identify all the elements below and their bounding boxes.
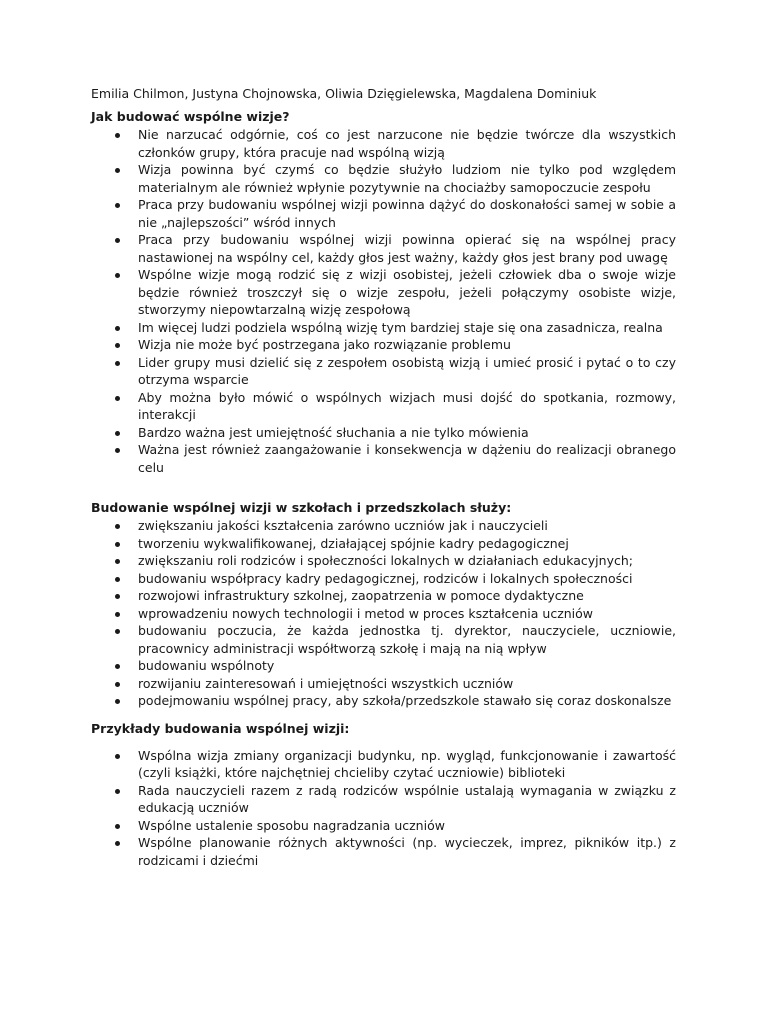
list-item <box>91 441 676 476</box>
list-item-text: podejmowaniu wspólnej pracy, aby szkoła/przedszkole stawało się coraz doskonalsze <box>138 693 672 708</box>
list-item <box>91 336 676 354</box>
section-spacer <box>91 476 676 499</box>
list-item-text: budowaniu współpracy kadry pedagogicznej, rodziców i lokalnych społeczności <box>138 570 633 586</box>
section-spacer <box>91 738 676 747</box>
authors-line: Emilia Chilmon, Justyna Chojnowska, Oliwia Dzięgielewska, Magdalena Dominiuk <box>91 86 597 101</box>
list-item <box>91 389 676 424</box>
list-item <box>91 319 676 337</box>
list-item <box>91 657 676 675</box>
bullet-icon <box>115 448 120 453</box>
bullet-icon <box>115 238 120 243</box>
list-item-text: zwiększaniu roli rodziców i społeczności lokalnych w działaniach edukacyjnych; <box>138 553 633 568</box>
list-item-text: Praca przy budowaniu wspólnej wizji powinna dążyć do doskonałości samej w sobie a nie „najlepszości” wśród innych <box>138 197 676 230</box>
list-item <box>91 535 676 553</box>
list-item-text: rozwojowi infrastruktury szkolnej, zaopatrzenia w pomoce dydaktyczne <box>138 588 584 603</box>
bullet-icon <box>115 629 120 634</box>
list-item-text: wprowadzeniu nowych technologii i metod w proces kształcenia uczniów <box>138 605 594 621</box>
bullet-icon <box>115 754 120 759</box>
list-item-text: Praca przy budowaniu wspólnej wizji powinna opierać się na wspólnej pracy nastawionej na wspólny cel, każdy głos jest ważny, każdy głos jest brany pod uwagę <box>138 232 676 265</box>
bullet-icon <box>115 343 120 348</box>
list-item <box>91 266 676 319</box>
bullet-icon <box>115 841 120 846</box>
list-item-text: Rada nauczycieli razem z radą rodziców wspólnie ustalają wymagania w związku z edukacją uczniów <box>138 782 676 815</box>
list-item <box>91 675 676 693</box>
list-item-text: Wspólna wizja zmiany organizacji budynku, np. wygląd, funkcjonowanie i zawartość (czyli książki, które najchętniej chcieliby czytać uczniowie) biblioteki <box>138 747 676 780</box>
list-schools-purpose <box>91 517 676 710</box>
list-item <box>91 517 676 535</box>
list-item <box>91 161 676 196</box>
bullet-icon <box>115 273 120 278</box>
list-item <box>91 834 676 869</box>
bullet-icon <box>115 431 120 436</box>
section-spacer <box>91 710 676 720</box>
bullet-icon <box>115 326 120 331</box>
list-item <box>91 570 676 588</box>
bullet-icon <box>115 203 120 208</box>
bullet-icon <box>115 682 120 687</box>
list-item-text: Aby można było mówić o wspólnych wizjach musi dojść do spotkania, rozmowy, interakcji <box>138 389 676 422</box>
list-item-text: tworzeniu wykwalifikowanej, działającej spójnie kadry pedagogicznej <box>138 535 569 551</box>
list-item <box>91 782 676 817</box>
bullet-icon <box>115 168 120 173</box>
bullet-icon <box>115 133 120 138</box>
list-item-text: Im więcej ludzi podziela wspólną wizję tym bardziej staje się ona zasadnicza, realna <box>138 319 663 335</box>
list-item <box>91 605 676 623</box>
list-item-text: rozwijaniu zainteresowań i umiejętności wszystkich uczniów <box>138 675 514 691</box>
list-item <box>91 354 676 389</box>
list-item <box>91 552 676 570</box>
list-item <box>91 231 676 266</box>
list-item-text: Lider grupy musi dzielić się z zespołem osobistą wizją i umieć prosić i pytać o to czy otrzyma wsparcie <box>138 354 676 387</box>
list-examples <box>91 747 676 870</box>
list-item <box>91 622 676 657</box>
bullet-icon <box>115 396 120 401</box>
list-item-text: Wspólne ustalenie sposobu nagradzania uczniów <box>138 817 445 833</box>
bullet-icon <box>115 542 120 547</box>
list-item-text: zwiększaniu jakości kształcenia zarówno uczniów jak i nauczycieli <box>138 518 548 533</box>
list-item-text: Nie narzucać odgórnie, coś co jest narzucone nie będzie twórcze dla wszystkich członków grupy, która pracuje nad wspólną wizją <box>138 127 676 160</box>
list-item-text: budowaniu poczucia, że każda jednostka tj. dyrektor, nauczyciele, uczniowie, pracownicy administracji współtworzą szkołę i mają na nią wpływ <box>138 623 676 656</box>
list-item <box>91 196 676 231</box>
bullet-icon <box>115 524 120 529</box>
list-item-text: Wizja powinna być czymś co będzie służyło ludziom nie tylko pod względem materialnym ale również wpłynie pozytywnie na chociażby samopoczucie zespołu <box>138 162 676 195</box>
bullet-icon <box>115 559 120 564</box>
list-item <box>91 587 676 605</box>
list-item <box>91 747 676 782</box>
list-item <box>91 126 676 161</box>
list-item <box>91 692 676 710</box>
bullet-icon <box>115 824 120 829</box>
bullet-icon <box>115 577 120 582</box>
list-building-visions <box>91 126 676 476</box>
document-body <box>91 85 676 869</box>
bullet-icon <box>115 594 120 599</box>
bullet-icon <box>115 699 120 704</box>
list-item-text: Ważna jest również zaangażowanie i konsekwencja w dążeniu do realizacji obranego celu <box>138 442 676 475</box>
bullet-icon <box>115 664 120 669</box>
section-heading-examples: Przykłady budowania wspólnej wizji: <box>91 720 350 736</box>
bullet-icon <box>115 789 120 794</box>
section-heading-building-visions: Jak budować wspólne wizje? <box>91 109 290 124</box>
list-item-text: budowaniu wspólnoty <box>138 658 275 673</box>
list-item-text: Bardzo ważna jest umiejętność słuchania a nie tylko mówienia <box>138 424 529 440</box>
list-item-text: Wizja nie może być postrzegana jako rozwiązanie problemu <box>138 337 511 352</box>
list-item-text: Wspólne planowanie różnych aktywności (np. wycieczek, imprez, pikników itp.) z rodzicami i dziećmi <box>138 835 676 868</box>
list-item <box>91 424 676 442</box>
list-item <box>91 817 676 835</box>
list-item-text: Wspólne wizje mogą rodzić się z wizji osobistej, jeżeli człowiek dba o swoje wizje będzie również troszczył się o wizje zespołu, jeżeli połączymy osobiste wizje, stworzymy niepowtarzalną wizję zespołową <box>138 267 676 317</box>
bullet-icon <box>115 361 120 366</box>
section-heading-schools-purpose: Budowanie wspólnej wizji w szkołach i przedszkolach służy: <box>91 500 512 515</box>
bullet-icon <box>115 612 120 617</box>
